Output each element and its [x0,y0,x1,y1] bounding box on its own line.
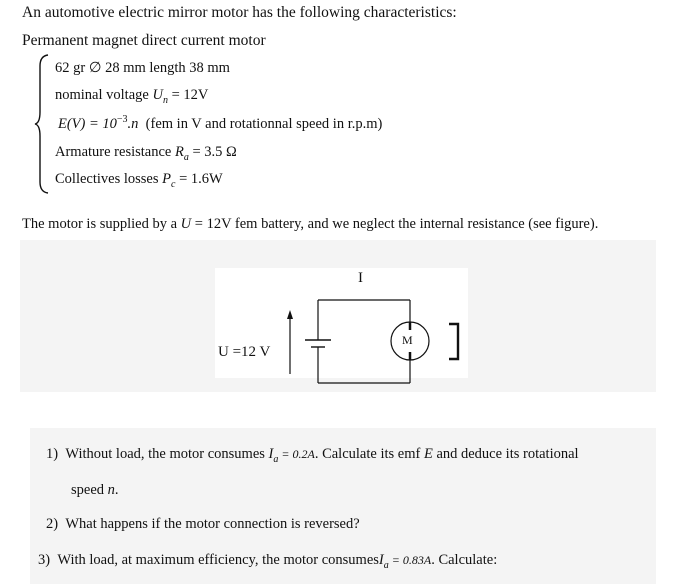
motor-label: M [402,333,413,347]
spec-emf: $E(V) = 10^{-3}.n$ (fem in V and rotationnal speed in r.p.m) [58,114,383,132]
current-label: I [358,270,363,286]
spec-armature: Armature resistance $R_a = 3.5$ Ω [55,144,237,163]
question-1: 1) Without load, the motor consumes $I_a = 0.2A$. Calculate its emf E and deduce its rotational [46,446,579,465]
voltage-label: U =12 V [218,344,271,360]
intro-text: An automotive electric mirror motor has the following characteristics: [22,4,457,21]
spec-dimensions: 62 gr ∅ 28 mm length 38 mm [55,60,230,76]
spec-nominal-voltage: nominal voltage $U_n = 12V$ [55,87,209,106]
spec-losses: Collectives losses $P_c = 1.6W$ [55,171,223,190]
question-1-continued: speed n. [71,482,119,498]
figure-panel [215,268,468,378]
question-3: 3) With load, at maximum efficiency, the motor consumesI$_a$ = 0.83A. Calculate: [38,552,498,571]
question-2: 2) What happens if the motor connection is reversed? [46,516,360,532]
motor-type-text: Permanent magnet direct current motor [22,32,266,49]
supply-text: The motor is supplied by a U = 12V fem battery, and we neglect the internal resistance (see figure). [22,216,599,232]
